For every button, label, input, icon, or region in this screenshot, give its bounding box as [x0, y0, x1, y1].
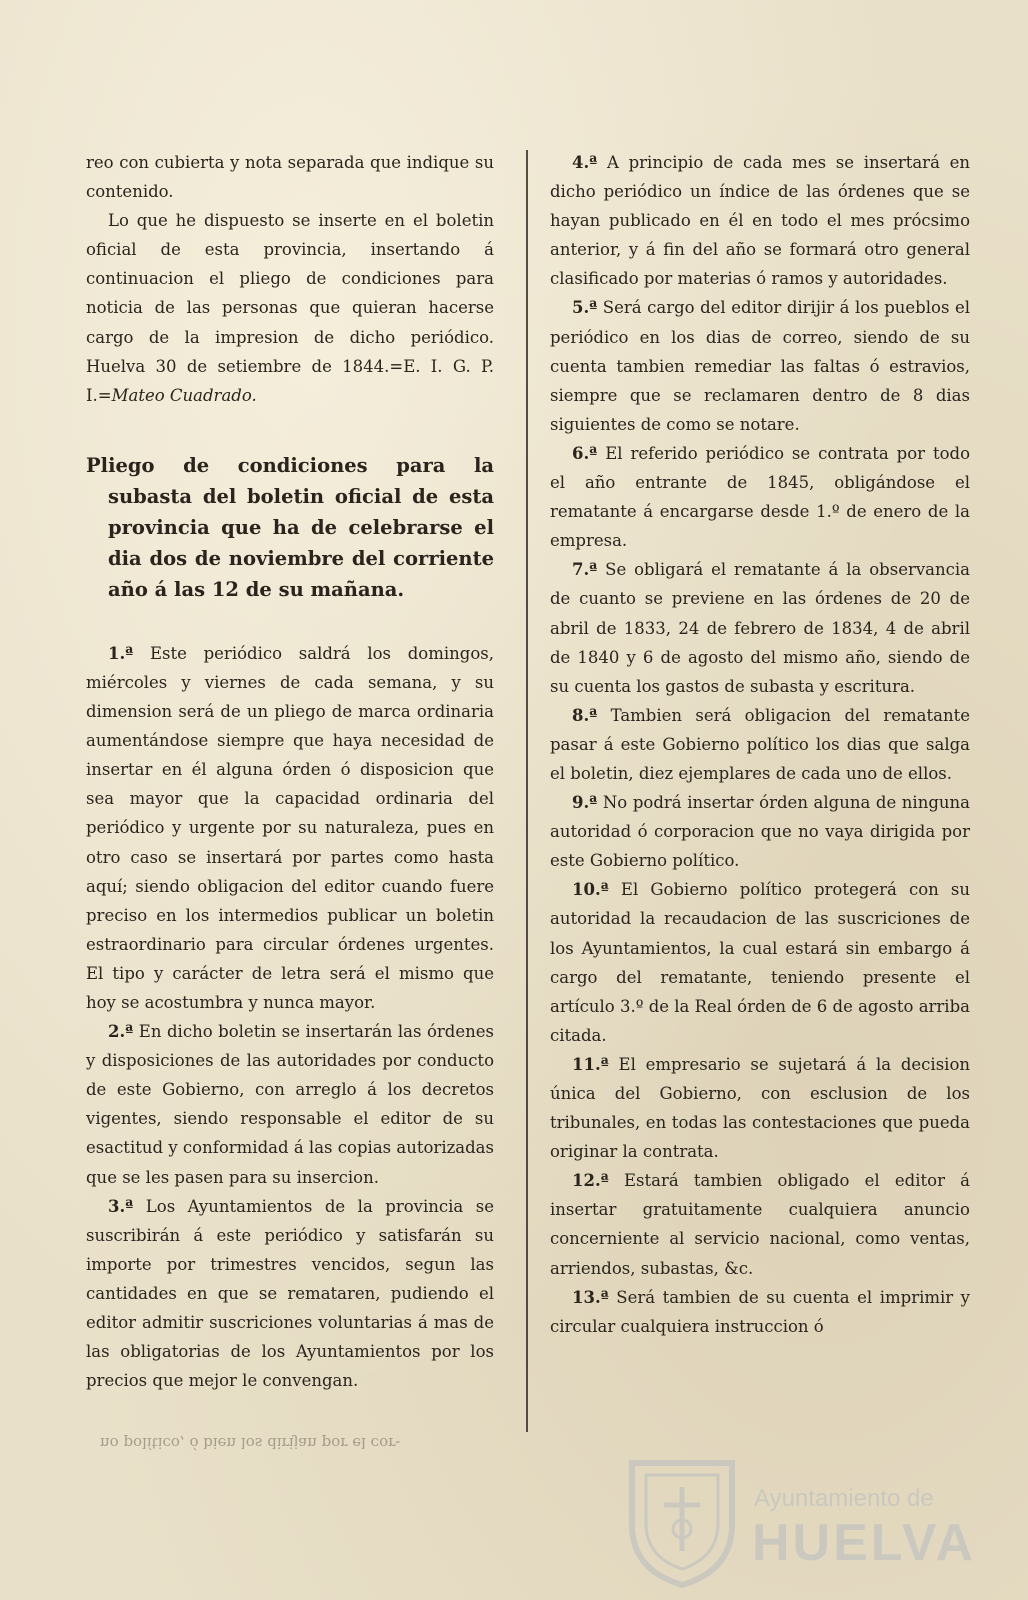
clause-4: [550, 148, 970, 293]
clause-2: [86, 1017, 494, 1192]
clause-10: [550, 875, 970, 1050]
clause-text: El referido periódico se contrata por todo el año entrante de 1845, obligándose el rematante á encargarse desde 1.º de enero de la empresa.: [550, 443, 971, 551]
clause-number: 1.ª: [108, 643, 134, 663]
crest-icon: [622, 1455, 742, 1590]
clause-text: El Gobierno político protegerá con su autoridad la recaudacion de las suscriciones de los Ayuntamientos, la cual estará sin embargo á cargo del rematante, teniendo presente el artículo 3.º de la Real órden de 6 de agosto arriba citada.: [550, 880, 970, 1045]
clause-text: No podrá insertar órden alguna de ninguna autoridad ó corporacion que no vaya dirigida por este Gobierno político.: [550, 793, 970, 871]
clause-text: El empresario se sujetará á la decision única del Gobierno, con esclusion de los tribunales, en todas las contestaciones que pueda originar la contrata.: [550, 1054, 970, 1162]
section-heading: Pliego de condiciones para la subasta del boletin oficial de esta provincia que ha de celebrarse el dia dos de noviembre del corriente año á las 12 de su mañana.: [86, 453, 494, 601]
clause-text: Este periódico saldrá los domingos, miércoles y viernes de cada semana, y su dimension será de un pliego de marca ordinaria aumentándose siempre que haya necesidad de insertar en él alguna órden ó disposicion que sea mayor que la capacidad ordinaria del periódico y urgente por su naturaleza, pues en otro caso se insertará por partes como hasta aquí; siendo obligacion del editor cuando fuere preciso en los intermedios publicar un boletin estraordinario para circular órdenes urgentes. El tipo y carácter de letra será el mismo que hoy se acostumbra y nunca mayor.: [86, 643, 494, 1012]
clause-number: 2.ª: [108, 1022, 134, 1042]
clause-number: 6.ª: [572, 443, 598, 463]
bleed-through-text: no político, ó bien los dirijan por el cor-: [100, 1434, 401, 1452]
clause-number: 8.ª: [572, 705, 598, 725]
watermark-line2: HUELVA: [752, 1514, 977, 1572]
clause-number: 9.ª: [572, 793, 598, 813]
clause-11: [550, 1050, 970, 1166]
clause-text: Será tambien de su cuenta el imprimir y circular cualquiera instruccion ó: [550, 1287, 971, 1336]
clause-5: [550, 293, 970, 438]
right-column: [550, 148, 970, 1341]
clause-9: [550, 788, 970, 875]
watermark-line1: Ayuntamiento de: [754, 1485, 934, 1512]
clause-6: [550, 439, 970, 555]
clause-number: 10.ª: [572, 880, 609, 900]
clause-text: En dicho boletin se insertarán las órdenes y disposiciones de las autoridades por conducto de este Gobierno, con arreglo á los decretos vigentes, siendo responsable el editor de su esactitud y conformidad á las copias autorizadas que se les pasen para su insercion.: [86, 1022, 494, 1187]
clause-1: [86, 639, 494, 1017]
left-column: [86, 148, 494, 1395]
clause-12: [550, 1166, 970, 1282]
decree-text: Lo que he dispuesto se inserte en el boletin oficial de esta provincia, insertando á continuacion el pliego de condiciones para noticia de las personas que quieran hacerse cargo de la impresion de dicho periódico. Huelva 30 de setiembre de 1844.=E. I. G. P. I.=: [86, 211, 494, 405]
archive-watermark: [622, 1455, 1002, 1595]
clause-number: 4.ª: [572, 153, 598, 172]
opening-paragraph: reo con cubierta y nota separada que indique su contenido.: [86, 153, 494, 202]
clause-number: 11.ª: [572, 1054, 609, 1074]
clause-number: 12.ª: [572, 1171, 609, 1191]
clause-text: Tambien será obligacion del rematante pasar á este Gobierno político los dias que salga el boletin, diez ejemplares de cada uno de ellos.: [550, 705, 971, 783]
clause-text: A principio de cada mes se insertará en dicho periódico un índice de las órdenes que se hayan publicado en él en todo el mes prócsimo anterior, y á fin del año se formará otro general clasificado por materias ó ramos y autoridades.: [550, 153, 971, 289]
clause-text: Se obligará el rematante á la observancia de cuanto se previene en las órdenes de 20 de abril de 1833, 24 de febrero de 1834, 4 de abril de 1840 y 6 de agosto del mismo año, siendo de su cuenta los gastos de subasta y escritura.: [550, 560, 970, 696]
decree-paragraph: [86, 206, 494, 410]
clause-text: Estará tambien obligado el editor á insertar gratuitamente cualquiera anuncio concerniente al servicio nacional, como ventas, arriendos, subastas, &c.: [550, 1171, 971, 1278]
signature: Mateo Cuadrado.: [111, 385, 257, 405]
clause-number: 5.ª: [572, 298, 598, 318]
clause-number: 13.ª: [572, 1287, 609, 1307]
clause-3: [86, 1192, 494, 1396]
clause-number: 7.ª: [572, 560, 598, 580]
clause-text: Será cargo del editor dirijir á los pueblos el periódico en los dias de correo, siendo de su cuenta tambien remediar las faltas ó estravios, siempre que se reclamaren dentro de 8 dias siguientes de como se notare.: [550, 298, 970, 434]
clause-text: Los Ayuntamientos de la provincia se suscribirán á este periódico y satisfarán su importe por trimestres vencidos, segun las cantidades en que se remataren, pudiendo el editor admitir suscriciones voluntarias á mas de las obligatorias de los Ayuntamientos por los precios que mejor le convengan.: [86, 1196, 495, 1391]
column-divider: [526, 150, 528, 1432]
clause-13: [550, 1283, 970, 1341]
clause-7: [550, 555, 970, 700]
clause-number: 3.ª: [108, 1196, 134, 1216]
clause-8: [550, 701, 970, 788]
